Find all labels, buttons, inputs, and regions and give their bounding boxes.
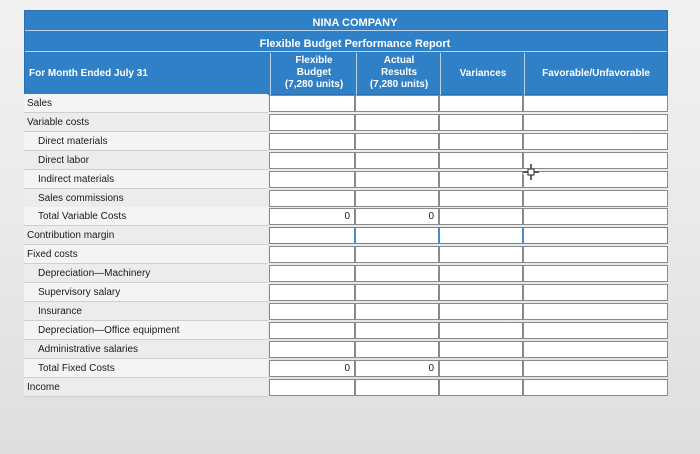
column-header-variances: Variances <box>459 68 507 79</box>
report-title: Flexible Budget Performance Report <box>259 38 451 50</box>
variance-input[interactable] <box>439 208 523 225</box>
variance-input[interactable] <box>439 360 523 377</box>
variance-input[interactable] <box>439 246 523 263</box>
actual-results-input[interactable] <box>355 284 439 301</box>
row-label: Sales commissions <box>24 189 268 208</box>
flexible-budget-input[interactable]: 0 <box>269 360 355 377</box>
flexible-budget-input[interactable] <box>269 227 355 244</box>
actual-results-input[interactable] <box>355 95 439 112</box>
report-table-body <box>24 94 668 396</box>
row-label: Insurance <box>24 302 268 321</box>
actual-results-input[interactable] <box>355 152 439 169</box>
actual-results-input[interactable] <box>355 303 439 320</box>
company-name: NINA COMPANY <box>312 17 398 29</box>
row-label: Fixed costs <box>24 245 268 264</box>
flexible-budget-input[interactable] <box>269 379 355 396</box>
favorable-unfavorable-select[interactable] <box>523 246 668 263</box>
row-label: Administrative salaries <box>24 340 268 359</box>
variance-input[interactable] <box>439 133 523 150</box>
flexible-budget-input[interactable] <box>269 265 355 282</box>
report-header <box>24 10 668 95</box>
actual-results-input[interactable] <box>355 322 439 339</box>
actual-results-input[interactable] <box>355 190 439 207</box>
table-row <box>24 321 668 340</box>
actual-results-input[interactable] <box>355 379 439 396</box>
favorable-unfavorable-select[interactable] <box>523 171 668 188</box>
table-row <box>24 340 668 359</box>
actual-results-input[interactable]: 0 <box>355 208 439 225</box>
table-row <box>24 113 668 132</box>
variance-input[interactable] <box>439 95 523 112</box>
row-label: Depreciation—Office equipment <box>24 321 268 340</box>
favorable-unfavorable-select[interactable] <box>523 227 668 244</box>
flexible-budget-input[interactable] <box>269 133 355 150</box>
favorable-unfavorable-select[interactable] <box>523 360 668 377</box>
column-header-favorable-unfavorable: Favorable/Unfavorable <box>542 68 650 79</box>
flexible-budget-input[interactable] <box>269 246 355 263</box>
row-label: Contribution margin <box>24 226 268 245</box>
table-row <box>24 94 668 113</box>
table-row <box>24 302 668 321</box>
favorable-unfavorable-select[interactable] <box>523 152 668 169</box>
favorable-unfavorable-select[interactable] <box>523 265 668 282</box>
row-label: Supervisory salary <box>24 283 268 302</box>
variance-input[interactable] <box>439 303 523 320</box>
table-row <box>24 189 668 208</box>
favorable-unfavorable-select[interactable] <box>523 114 668 131</box>
flexible-budget-input[interactable] <box>269 171 355 188</box>
row-label: Total Variable Costs <box>24 207 268 226</box>
favorable-unfavorable-select[interactable] <box>523 379 668 396</box>
variance-input[interactable] <box>439 284 523 301</box>
row-label: Direct labor <box>24 151 268 170</box>
actual-results-input[interactable] <box>355 227 439 244</box>
column-header-flexible-budget: Flexible Budget (7,280 units) <box>284 55 344 90</box>
actual-results-input[interactable] <box>355 171 439 188</box>
table-row <box>24 151 668 170</box>
variance-input[interactable] <box>439 379 523 396</box>
row-label: Sales <box>24 94 268 113</box>
table-row <box>24 264 668 283</box>
favorable-unfavorable-select[interactable] <box>523 190 668 207</box>
variance-input[interactable] <box>439 190 523 207</box>
actual-results-input[interactable]: 0 <box>355 360 439 377</box>
flexible-budget-input[interactable] <box>269 95 355 112</box>
row-label: Income <box>24 378 268 397</box>
row-label: Variable costs <box>24 113 268 132</box>
favorable-unfavorable-select[interactable] <box>523 95 668 112</box>
variance-input[interactable] <box>439 265 523 282</box>
flexible-budget-input[interactable] <box>269 341 355 358</box>
table-row <box>24 207 668 226</box>
row-label: Direct materials <box>24 132 268 151</box>
flexible-budget-input[interactable] <box>269 284 355 301</box>
actual-results-input[interactable] <box>355 114 439 131</box>
table-row <box>24 283 668 302</box>
favorable-unfavorable-select[interactable] <box>523 303 668 320</box>
table-row <box>24 226 668 245</box>
table-row <box>24 170 668 189</box>
variance-input[interactable] <box>439 171 523 188</box>
flexible-budget-input[interactable] <box>269 303 355 320</box>
actual-results-input[interactable] <box>355 265 439 282</box>
table-row <box>24 378 668 397</box>
table-row <box>24 132 668 151</box>
variance-input[interactable] <box>439 322 523 339</box>
column-header-actual-results: Actual Results (7,280 units) <box>369 55 429 90</box>
actual-results-input[interactable] <box>355 341 439 358</box>
row-label: Indirect materials <box>24 170 268 189</box>
report-period: For Month Ended July 31 <box>29 68 148 79</box>
variance-input[interactable] <box>439 341 523 358</box>
row-label: Depreciation—Machinery <box>24 264 268 283</box>
favorable-unfavorable-select[interactable] <box>523 341 668 358</box>
favorable-unfavorable-select[interactable] <box>523 208 668 225</box>
variance-input[interactable] <box>439 114 523 131</box>
favorable-unfavorable-select[interactable] <box>523 133 668 150</box>
favorable-unfavorable-select[interactable] <box>523 322 668 339</box>
flexible-budget-input[interactable] <box>269 190 355 207</box>
flexible-budget-input[interactable] <box>269 152 355 169</box>
actual-results-input[interactable] <box>355 133 439 150</box>
flexible-budget-input[interactable] <box>269 322 355 339</box>
variance-input[interactable] <box>439 227 523 244</box>
cross-move-cursor-icon <box>522 163 540 181</box>
actual-results-input[interactable] <box>355 246 439 263</box>
table-row <box>24 245 668 264</box>
row-label: Total Fixed Costs <box>24 359 268 378</box>
variance-input[interactable] <box>439 152 523 169</box>
flexible-budget-input[interactable] <box>269 114 355 131</box>
table-row <box>24 359 668 378</box>
flexible-budget-input[interactable]: 0 <box>269 208 355 225</box>
favorable-unfavorable-select[interactable] <box>523 284 668 301</box>
